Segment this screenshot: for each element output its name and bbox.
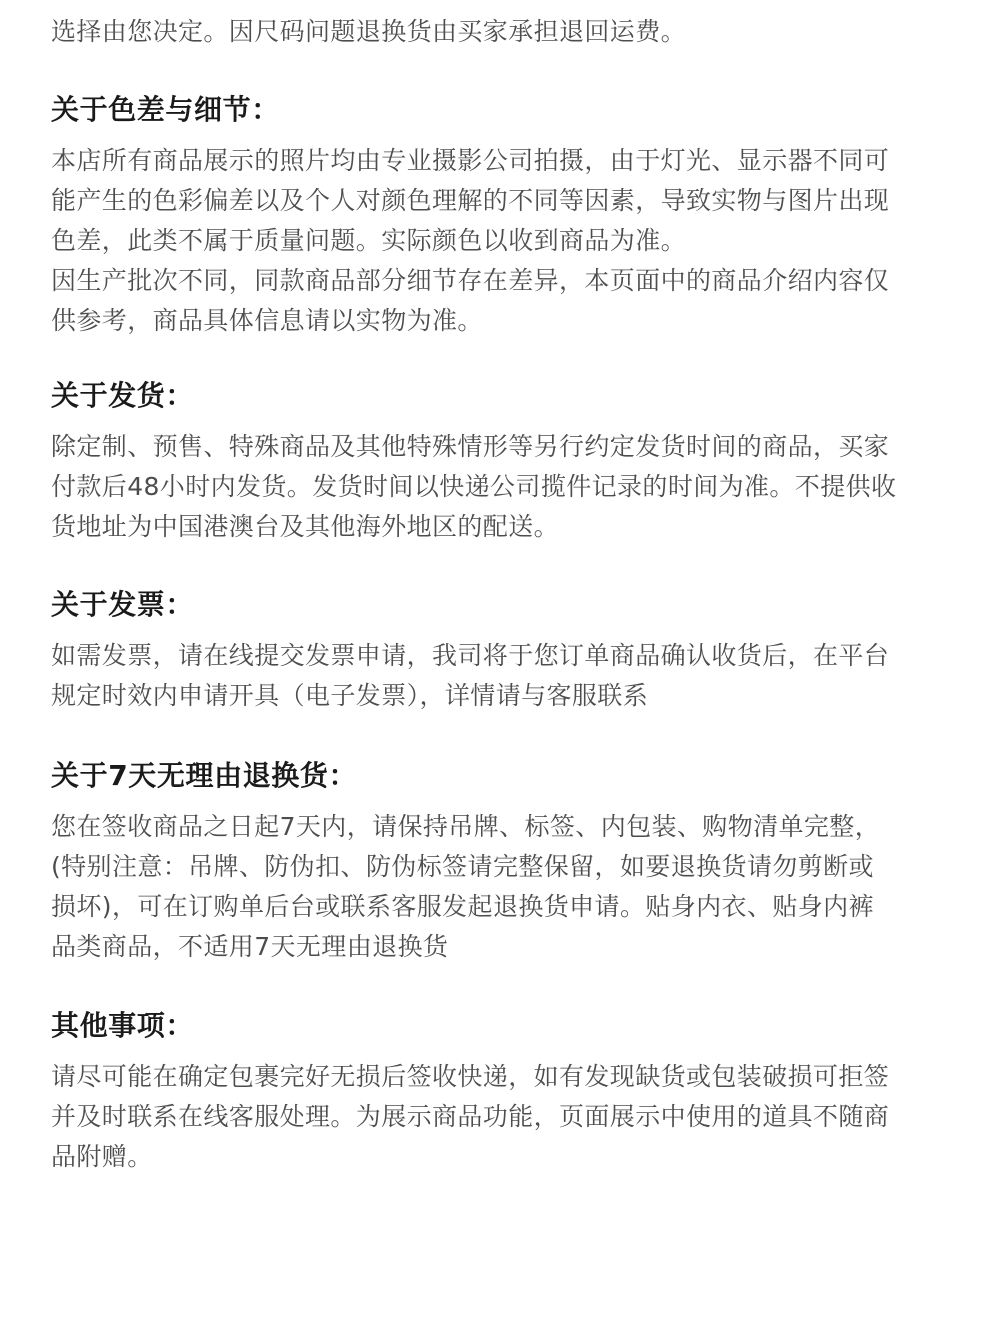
text-line: 您在签收商品之日起7天内，请保持吊牌、标签、内包装、购物清单完整， — [51, 812, 881, 841]
text-line: 规定时效内申请开具（电子发票），详情请与客服联系 — [51, 681, 649, 710]
text-line: 选择由您决定。因尺码问题退换货由买家承担退回运费。 — [51, 17, 687, 46]
return-section-text — [51, 807, 951, 967]
text-line: 本店所有商品展示的照片均由专业摄影公司拍摄，由于灯光、显示器不同可 — [51, 146, 890, 175]
invoice-section-title: 关于发票： — [51, 588, 195, 621]
text-line: 供参考，商品具体信息请以实物为准。 — [51, 306, 483, 335]
shipping-section-text — [51, 427, 951, 547]
text-line: 损坏)，可在订购单后台或联系客服发起退换货申请。贴身内衣、贴身内裤 — [51, 892, 874, 921]
text-line: 如需发票，请在线提交发票申请，我司将于您订单商品确认收货后，在平台 — [51, 641, 890, 670]
text-line: (特别注意：吊牌、防伪扣、防伪标签请完整保留，如要退换货请勿剪断或 — [51, 852, 874, 881]
color-section-title: 关于色差与细节： — [51, 93, 280, 126]
text-line: 能产生的色彩偏差以及个人对颜色理解的不同等因素，导致实物与图片出现 — [51, 186, 890, 215]
text-line: 货地址为中国港澳台及其他海外地区的配送。 — [51, 512, 560, 541]
text-line: 除定制、预售、特殊商品及其他特殊情形等另行约定发货时间的商品，买家 — [51, 432, 890, 461]
color-section-text — [51, 141, 951, 341]
text-line: 请尽可能在确定包裹完好无损后签收快递，如有发现缺货或包装破损可拒签 — [51, 1062, 890, 1091]
text-line: 品附赠。 — [51, 1142, 153, 1171]
text-line: 付款后48小时内发货。发货时间以快递公司揽件记录的时间为准。不提供收 — [51, 472, 897, 501]
other-section-text — [51, 1057, 951, 1177]
invoice-section-text — [51, 636, 951, 716]
size-return-text — [51, 12, 951, 52]
other-section-title: 其他事项： — [51, 1009, 195, 1042]
text-line: 并及时联系在线客服处理。为展示商品功能，页面展示中使用的道具不随商 — [51, 1102, 890, 1131]
text-line: 色差，此类不属于质量问题。实际颜色以收到商品为准。 — [51, 226, 687, 255]
return-section-title: 关于7天无理由退换货： — [51, 759, 358, 792]
text-line: 品类商品，不适用7天无理由退换货 — [51, 932, 449, 961]
shipping-section-title: 关于发货： — [51, 379, 195, 412]
text-line: 因生产批次不同，同款商品部分细节存在差异，本页面中的商品介绍内容仅 — [51, 266, 890, 295]
